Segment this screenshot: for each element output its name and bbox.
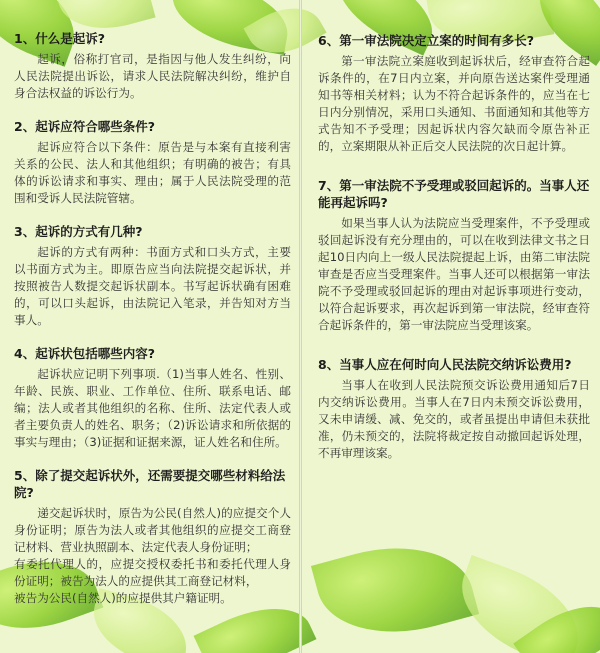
faq-section-8 xyxy=(318,356,590,462)
question-heading: 8、当事人应在何时向人民法院交纳诉讼费用? xyxy=(318,357,572,372)
faq-section-1 xyxy=(14,30,291,102)
answer-text: 起诉状应记明下列事项.（1)当事人姓名、性别、年龄、民族、职业、工作单位、住所、联系电话、邮编；法人或者其他组织的名称、住所、法定代表人或者主要负责人的姓名、职务；（2)诉讼请求和所依据的事实与理由；（3)证据和证据来源，证人姓名和住所。 xyxy=(14,367,291,449)
question-heading: 2、起诉应符合哪些条件? xyxy=(14,119,155,134)
faq-section-6 xyxy=(318,32,590,155)
faq-section-3 xyxy=(14,223,291,329)
question-heading: 3、起诉的方式有几种? xyxy=(14,224,143,239)
faq-section-7 xyxy=(318,177,590,334)
answer-text: 第一审法院立案庭收到起诉状后，经审查符合起诉条件的，在7日内立案，并向原告送达案件受理通知书等相关材料；认为不符合起诉条件的，应当在七日内分别情况，采用口头通知、书面通知和其他等方式告知不予受理；因起诉状内容欠缺而令原告补正的，立案期限从补正后交人民法院的次日起计算。 xyxy=(318,54,590,153)
question-heading: 7、第一审法院不予受理或驳回起诉的。当事人还能再起诉吗? xyxy=(318,178,590,210)
answer-text: 当事人在收到人民法院预交诉讼费用通知后7日内交纳诉讼费用。当事人在7日内未预交诉讼费用，又未申请缓、减、免交的，或者虽提出申请但未获批准，仍未预交的，法院将裁定按自动撤回起诉处理，不再审理该案。 xyxy=(318,378,590,460)
faq-section-2 xyxy=(14,118,291,207)
answer-text: 递交起诉状时，原告为公民(自然人)的应提交个人身份证明；原告为法人或者其他组织的应提交工商登记材料、营业执照副本、法定代表人身份证明； xyxy=(14,506,291,554)
question-heading: 5、除了提交起诉状外，还需要提交哪些材料给法院? xyxy=(14,468,286,500)
left-panel xyxy=(0,0,299,653)
right-panel xyxy=(302,0,600,653)
answer-text: 被告为公民(自然人)的应提供其户籍证明。 xyxy=(14,591,232,605)
answer-text: 如果当事人认为法院应当受理案件，不予受理或驳回起诉没有充分理由的，可以在收到法律文书之日起10日内向上一级人民法院提起上诉，由第二审法院审查是否应当受理案件。当事人还可以根据第一审法院不予受理或驳回起诉的理由对起诉事项进行变动，以符合起诉要求，再次起诉到第一审法院，经审查符合起诉条件的，第一审法院应当受理该案。 xyxy=(318,216,590,332)
question-heading: 1、什么是起诉? xyxy=(14,31,105,46)
answer-text: 起诉应符合以下条件：原告是与本案有直接利害关系的公民、法人和其他组织；有明确的被告；有具体的诉讼请求和事实、理由；属于人民法院受理的范围和受诉人民法院管辖。 xyxy=(14,140,291,205)
question-heading: 6、第一审法院决定立案的时间有多长? xyxy=(318,33,534,48)
answer-text: 有委托代理人的，应提交授权委托书和委托代理人身份证明；被告为法人的应提供其工商登记材料， xyxy=(14,557,291,588)
answer-text: 起诉的方式有两种：书面方式和口头方式，主要以书面方式为主。即原告应当向法院提交起诉状，并按照被告人数提交起诉状副本。书写起诉状确有困难的，可以口头起诉，由法院记入笔录，并告知对方当事人。 xyxy=(14,245,291,327)
faq-section-5 xyxy=(14,467,291,607)
answer-text: 起诉，俗称打官司，是指因与他人发生纠纷，向人民法院提出诉讼，请求人民法院解决纠纷，维护自身合法权益的诉讼行为。 xyxy=(14,52,291,100)
question-heading: 4、起诉状包括哪些内容? xyxy=(14,346,155,361)
faq-section-4 xyxy=(14,345,291,451)
